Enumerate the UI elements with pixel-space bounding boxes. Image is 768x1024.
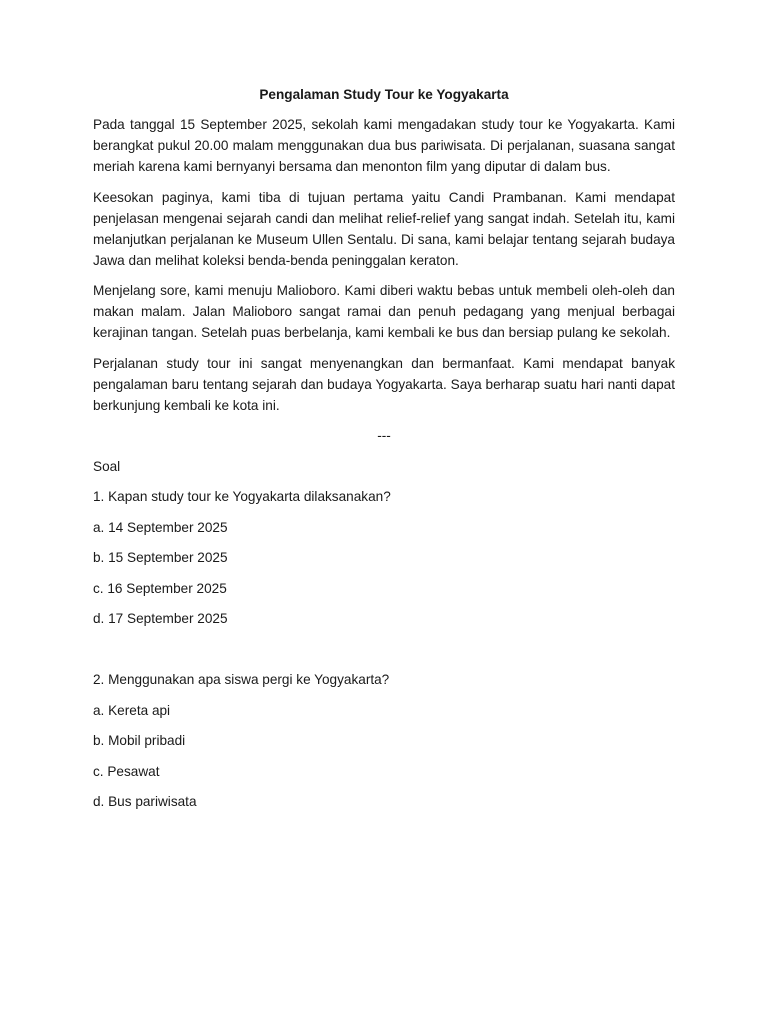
question-text: 1. Kapan study tour ke Yogyakarta dilaksanakan? — [93, 489, 391, 504]
answer-option-a: a. Kereta api — [93, 702, 171, 718]
paragraph-4: Perjalanan study tour ini sangat menyenangkan dan bermanfaat. Kami mendapat banyak pengalaman baru tentang sejarah dan budaya Yogyakarta. Saya berharap suatu hari nanti dapat berkunjung kembali ke kota ini. — [93, 355, 675, 413]
document-title: Pengalaman Study Tour ke Yogyakarta — [259, 87, 509, 102]
section-heading: Soal — [93, 458, 121, 474]
answer-option-b: b. 15 September 2025 — [93, 550, 228, 565]
answer-option-d: d. 17 September 2025 — [93, 611, 228, 626]
answer-option-b: b. Mobil pribadi — [93, 733, 186, 748]
paragraph-1: Pada tanggal 15 September 2025, sekolah kami mengadakan study tour ke Yogyakarta. Kami berangkat pukul 20.00 malam menggunakan dua bus pariwisata. Di perjalanan, suasana sangat meriah karena kami bernyanyi bersama dan menonton film yang diputar di dalam bus. — [93, 117, 675, 174]
question-text: 2. Menggunakan apa siswa pergi ke Yogyakarta? — [93, 672, 390, 687]
question-2 — [93, 669, 675, 812]
paragraph-2: Keesokan paginya, kami tiba di tujuan pertama yaitu Candi Prambanan. Kami mendapat penjelasan mengenai sejarah candi dan melihat relief-relief yang sangat indah. Setelah itu, kami melanjutkan perjalanan ke Museum Ullen Sentalu. Di sana, kami belajar tentang sejarah budaya Jawa dan melihat koleksi benda-benda peninggalan keraton. — [93, 189, 675, 268]
answer-option-c: c. Pesawat — [93, 763, 160, 779]
question-1 — [93, 486, 675, 629]
answer-option-c: c. 16 September 2025 — [93, 580, 227, 596]
section-separator: --- — [377, 428, 391, 443]
paragraph-3: Menjelang sore, kami menuju Malioboro. Kami diberi waktu bebas untuk membeli oleh-oleh dan makan malam. Jalan Malioboro sangat ramai dan penuh pedagang yang menjual berbagai kerajinan tangan. Setelah puas berbelanja, kami kembali ke bus dan bersiap pulang ke sekolah. — [93, 283, 675, 340]
question-spacer — [93, 639, 675, 670]
document-page — [93, 84, 675, 822]
answer-option-d: d. Bus pariwisata — [93, 794, 197, 809]
answer-option-a: a. 14 September 2025 — [93, 519, 228, 535]
